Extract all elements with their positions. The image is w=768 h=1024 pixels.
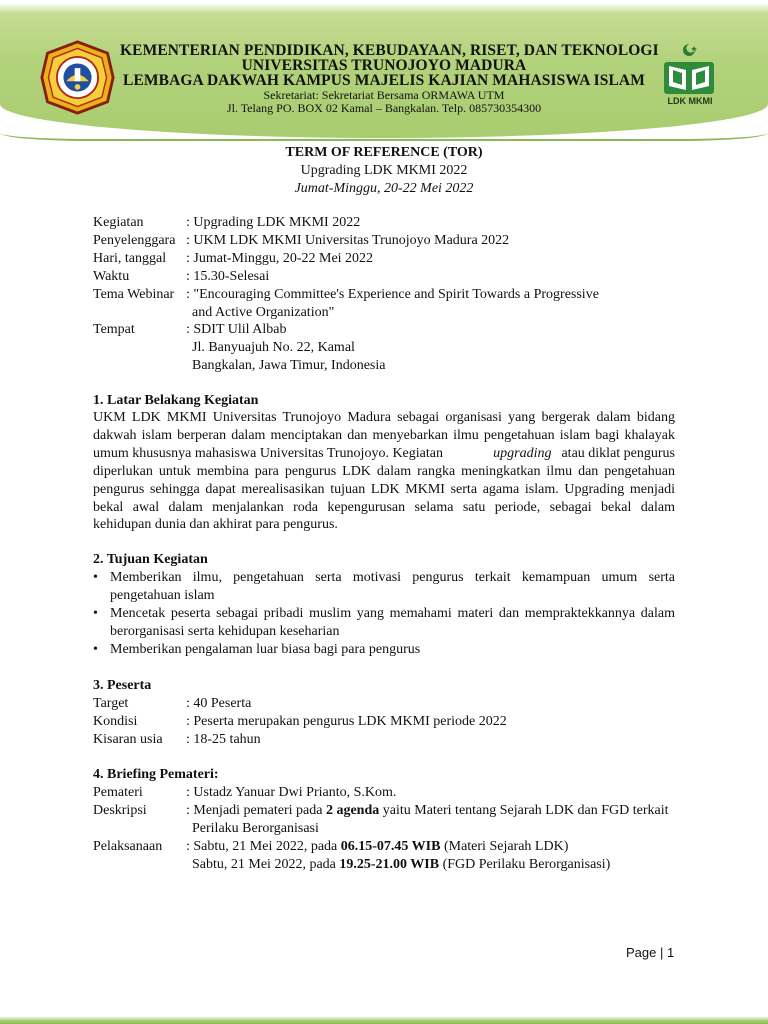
paragraph-line: dakwah islam berperan dalam menciptakan dan menyebarkan ilmu pengetahuan islam bagi khalayak bbox=[93, 428, 675, 443]
paragraph-line: kehidupan dunia dan akhirat para pengurus. bbox=[93, 517, 338, 532]
pemateri-value: : Ustadz Yanuar Dwi Prianto, S.Kom. bbox=[186, 785, 397, 800]
university-name: UNIVERSITAS TRUNOJOYO MADURA bbox=[241, 57, 527, 74]
pemateri-label: Pemateri bbox=[93, 785, 143, 800]
university-seal-logo bbox=[40, 40, 115, 115]
bullet-text: Memberikan ilmu, pengetahuan serta motivasi pengurus terkait kemampuan umum serta bbox=[110, 570, 675, 585]
ldk-logo-label: LDK MKMI bbox=[667, 96, 713, 106]
document-date: Jumat-Minggu, 20-22 Mei 2022 bbox=[294, 181, 474, 196]
bullet-dot: • bbox=[93, 642, 98, 657]
info-value-continuation: and Active Organization" bbox=[192, 305, 335, 320]
paragraph-line: UKM LDK MKMI Universitas Trunojoyo Madura sebagai organisasi yang bergerak dalam bidang bbox=[93, 410, 675, 425]
pelaksanaan-value bbox=[192, 856, 610, 874]
info-value-continuation: Jl. Banyuajuh No. 22, Kamal bbox=[192, 340, 355, 355]
paragraph-line: bekal awal dalam menjalankan roda kepengurusan selama satu periode, sebagai bekal dalam bbox=[93, 500, 675, 515]
info-value: : Upgrading LDK MKMI 2022 bbox=[186, 215, 361, 230]
secretariat-line: Sekretariat: Sekretariat Bersama ORMAWA UTM bbox=[263, 88, 505, 102]
info-label: Kegiatan bbox=[93, 215, 144, 230]
section-heading: 2. Tujuan Kegiatan bbox=[93, 552, 208, 567]
italic-term: upgrading bbox=[493, 446, 552, 461]
info-value: : "Encouraging Committee's Experience and Spirit Towards a Progressive bbox=[186, 287, 599, 302]
ministry-name: KEMENTERIAN PENDIDIKAN, KEBUDAYAAN, RISET, DAN TEKNOLOGI bbox=[120, 42, 659, 59]
deskripsi-bold: 2 agenda bbox=[325, 803, 380, 818]
peserta-label: Target bbox=[93, 696, 129, 711]
info-value: : 15.30-Selesai bbox=[186, 269, 270, 284]
paragraph-line: diperlukan untuk membina para pengurus LDK dalam rangka meningkatkan ilmu dan pengetahuan bbox=[93, 464, 675, 479]
peserta-label: Kisaran usia bbox=[93, 732, 163, 747]
bullet-dot: • bbox=[93, 606, 98, 621]
info-label: Penyelenggara bbox=[93, 233, 176, 248]
pelaksanaan-time: 06.15-07.45 WIB bbox=[340, 839, 441, 854]
peserta-label: Kondisi bbox=[93, 714, 138, 729]
deskripsi-label: Deskripsi bbox=[93, 803, 147, 818]
deskripsi-continuation: Perilaku Berorganisasi bbox=[192, 821, 319, 836]
section-heading: 1. Latar Belakang Kegiatan bbox=[93, 393, 259, 408]
deskripsi-value bbox=[186, 802, 669, 820]
info-value: : Jumat-Minggu, 20-22 Mei 2022 bbox=[186, 251, 374, 266]
document-subtitle: Upgrading LDK MKMI 2022 bbox=[300, 163, 468, 178]
footer-band bbox=[0, 1016, 768, 1024]
institution-name: LEMBAGA DAKWAH KAMPUS MAJELIS KAJIAN MAHASISWA ISLAM bbox=[123, 72, 645, 89]
info-value-continuation: Bangkalan, Jawa Timur, Indonesia bbox=[192, 358, 386, 373]
peserta-value: : 40 Peserta bbox=[186, 696, 252, 711]
deskripsi-text: : Menjadi pemateri pada bbox=[186, 803, 326, 818]
info-label: Tempat bbox=[93, 322, 135, 337]
paragraph-line: pengurus sehingga dapat merealisasikan tujuan LDK MKMI serta agama islam. Upgrading menjadi bbox=[93, 482, 675, 497]
info-value: : UKM LDK MKMI Universitas Trunojoyo Madura 2022 bbox=[186, 233, 510, 248]
section-heading: 3. Peserta bbox=[93, 678, 152, 693]
paragraph-line bbox=[93, 445, 675, 463]
bullet-text: Mencetak peserta sebagai pribadi muslim yang memahami materi dan mempraktekkannya dalam bbox=[110, 606, 675, 621]
peserta-value: : 18-25 tahun bbox=[186, 732, 261, 747]
deskripsi-text: yaitu Materi tentang Sejarah LDK dan FGD terkait bbox=[379, 803, 669, 818]
pelaksanaan-value bbox=[186, 838, 568, 856]
pelaksanaan-label: Pelaksanaan bbox=[93, 839, 163, 854]
paragraph-text: umum khususnya mahasiswa Universitas Trunojoyo. Kegiatan bbox=[93, 446, 443, 461]
document-title: TERM OF REFERENCE (TOR) bbox=[285, 145, 483, 160]
pelaksanaan-time: 19.25-21.00 WIB bbox=[339, 857, 440, 872]
bullet-dot: • bbox=[93, 570, 98, 585]
paragraph-line-head bbox=[93, 445, 483, 463]
pelaksanaan-text: (FGD Perilaku Berorganisasi) bbox=[439, 857, 611, 872]
info-label: Hari, tanggal bbox=[93, 251, 167, 266]
paragraph-text: atau diklat pengurus bbox=[561, 446, 675, 461]
page-number: Page | 1 bbox=[626, 945, 675, 960]
info-label: Tema Webinar bbox=[93, 287, 175, 302]
bullet-text: pengetahuan islam bbox=[110, 588, 215, 603]
address-line: Jl. Telang PO. BOX 02 Kamal – Bangkalan. Telp. 085730354300 bbox=[226, 101, 542, 115]
pelaksanaan-text: (Materi Sejarah LDK) bbox=[440, 839, 569, 854]
peserta-value: : Peserta merupakan pengurus LDK MKMI periode 2022 bbox=[186, 714, 507, 729]
letterhead-band bbox=[0, 0, 768, 138]
info-label: Waktu bbox=[93, 269, 130, 284]
pelaksanaan-text: : Sabtu, 21 Mei 2022, pada bbox=[186, 839, 341, 854]
pelaksanaan-text: Sabtu, 21 Mei 2022, pada bbox=[192, 857, 340, 872]
info-value: : SDIT Ulil Albab bbox=[186, 322, 287, 337]
section-heading: 4. Briefing Pemateri: bbox=[93, 767, 219, 782]
bullet-text: berorganisasi serta kehidupan keseharian bbox=[110, 624, 340, 639]
bullet-text: Memberikan pengalaman luar biasa bagi para pengurus bbox=[110, 642, 421, 657]
